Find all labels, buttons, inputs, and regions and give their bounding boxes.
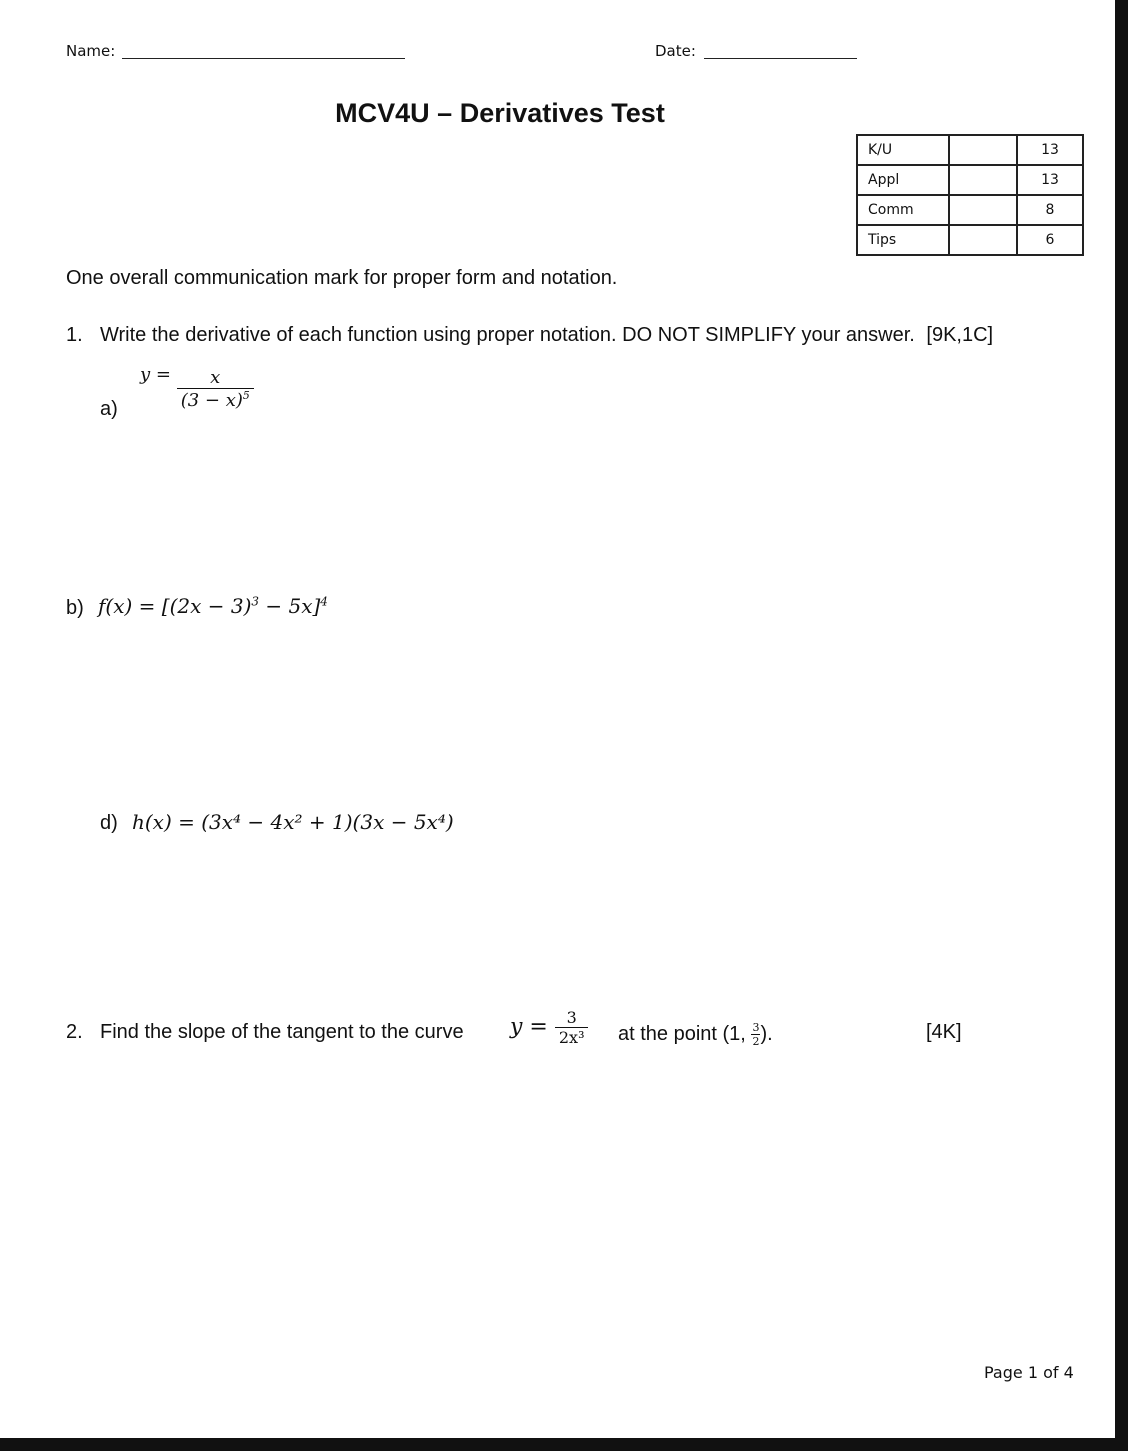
marks-score-cell [949, 195, 1017, 225]
q2-point-close: ). [760, 1022, 773, 1045]
marks-total: 13 [1017, 135, 1083, 165]
q1b-expr-mid: − 5x] [259, 594, 321, 618]
q1d-label: d) [100, 812, 118, 834]
marks-score-cell [949, 135, 1017, 165]
marks-category: Tips [857, 225, 949, 255]
name-blank [122, 58, 405, 59]
q2-point-denominator: 2 [752, 1035, 760, 1048]
q1b-label: b) [66, 597, 84, 619]
q2-numerator: 3 [555, 1008, 589, 1028]
marks-total: 13 [1017, 165, 1083, 195]
page-bottom-edge [0, 1438, 1128, 1451]
marks-table [856, 134, 1084, 256]
marks-row [857, 135, 1083, 165]
marks-score-cell [949, 165, 1017, 195]
q2-point-numerator: 3 [752, 1021, 760, 1034]
page-title: MCV4U – Derivatives Test [335, 98, 665, 128]
q1b-expression: $f(x) = [(2x - 3)^3 - 5x]^4$ [98, 594, 328, 618]
q2-lhs: y = [510, 1014, 548, 1040]
question-1-text [100, 324, 993, 347]
q1a-denominator-base: (3 − x) [180, 390, 243, 411]
marks-category: Appl [857, 165, 949, 195]
question-2-point [618, 1021, 773, 1048]
question-2-marks: [4K] [926, 1021, 962, 1043]
marks-row [857, 225, 1083, 255]
question-2-text: Find the slope of the tangent to the curve [100, 1021, 464, 1043]
q1d-expression: h(x) = (3x⁴ − 4x² + 1)(3x − 5x⁴) [132, 810, 454, 834]
question-1-prompt: Write the derivative of each function using proper notation. DO NOT SIMPLIFY your answer. [100, 324, 915, 346]
date-blank [704, 58, 857, 59]
question-2-number: 2. [66, 1021, 83, 1043]
marks-total: 8 [1017, 195, 1083, 225]
name-label: Name: [66, 42, 116, 60]
question-1-marks: [9K,1C] [926, 324, 994, 346]
q2-curve-expression [510, 1008, 588, 1047]
q1b-expr-start: f(x) = [(2x − 3) [98, 594, 252, 618]
marks-total: 6 [1017, 225, 1083, 255]
marks-category: K/U [857, 135, 949, 165]
q2-point-text: at the point (1, [618, 1022, 746, 1045]
q1a-lhs: y = [140, 364, 171, 385]
page-number: Page 1 of 4 [984, 1363, 1074, 1382]
q1a-denominator: $(3 - x)^5$ [180, 389, 250, 411]
q1a-fraction [177, 367, 254, 411]
question-1-number: 1. [66, 324, 83, 346]
marks-row [857, 195, 1083, 225]
q2-denominator: 2x³ [558, 1028, 585, 1047]
q1a-label: a) [100, 398, 118, 420]
q1a-numerator: x [177, 367, 254, 389]
q2-fraction [555, 1008, 589, 1047]
marks-category: Comm [857, 195, 949, 225]
q1a-expression [140, 364, 254, 411]
communication-note: One overall communication mark for proper form and notation. [66, 267, 618, 289]
date-label: Date: [655, 42, 696, 60]
marks-row [857, 165, 1083, 195]
marks-score-cell [949, 225, 1017, 255]
page-right-edge [1115, 0, 1128, 1451]
